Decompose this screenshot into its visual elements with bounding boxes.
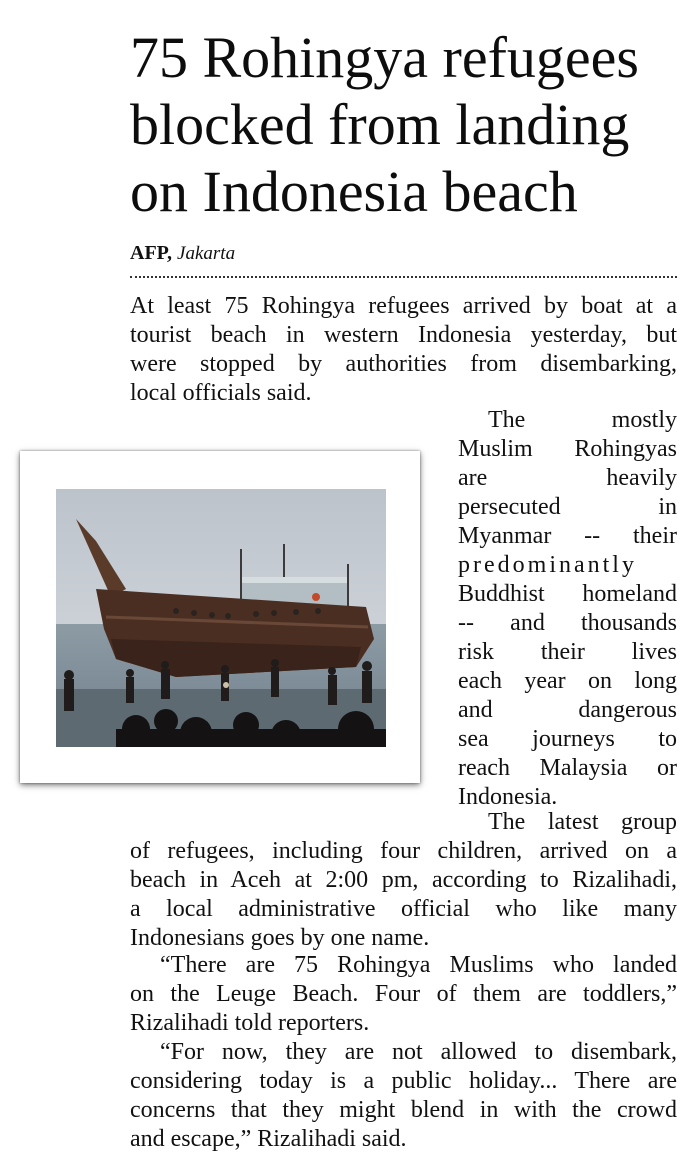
text-line: “For now, they are not allowed to disembark, [160,1039,677,1065]
text-line: Buddhist homeland [458,581,677,607]
text-line: persecuted in [458,494,677,520]
headline-line: 75 Rohingya refugees [130,25,639,90]
text-line: concerns that they might blend in with the crowd [130,1097,677,1123]
text-line: considering today is a public holiday... There are [130,1068,677,1094]
dotted-divider [130,276,677,278]
text-line: tourist beach in western Indonesia yesterday, but [130,322,677,348]
byline-agency: AFP, [130,242,173,264]
text-line: Myanmar -- their [458,523,677,549]
text-line: reach Malaysia or [458,755,677,781]
text-line: Muslim Rohingyas [458,436,677,462]
paragraph-persecution [458,406,677,812]
text-line: are heavily [458,465,677,491]
text-line: local officials said. [130,380,312,406]
text-line: on the Leuge Beach. Four of them are toddlers,” [130,981,677,1007]
text-line: beach in Aceh at 2:00 pm, according to Rizalihadi, [130,867,677,893]
text-line: At least 75 Rohingya refugees arrived by boat at a [130,293,677,319]
paragraph-quote-landed [130,951,677,1038]
headline [130,24,687,225]
text-line: were stopped by authorities from disembarking, [130,351,677,377]
text-line: risk their lives [458,639,677,665]
photo-frame [20,451,420,783]
text-line: a local administrative official who like many [130,896,677,922]
byline [130,241,235,266]
text-line: Rizalihadi told reporters. [130,1010,370,1036]
paragraph-quote-disembark [130,1038,677,1154]
text-line: The mostly [488,407,677,433]
text-line: of refugees, including four children, arrived on a [130,838,677,864]
paragraph-latest-group [130,808,677,953]
text-line: -- and thousands [458,610,677,636]
headline-line: on Indonesia beach [130,159,578,224]
paragraph-lead [130,292,677,408]
text-line: and dangerous [458,697,677,723]
text-line: Indonesia. [458,784,558,810]
text-line: and escape,” Rizalihadi said. [130,1126,407,1152]
text-line: each year on long [458,668,677,694]
text-line: Indonesians goes by one name. [130,925,430,951]
boat-photo [56,489,386,747]
byline-location: Jakarta [177,243,236,264]
text-line: The latest group [488,809,677,835]
text-line: predominantly [458,552,637,578]
text-line: sea journeys to [458,726,677,752]
text-line: “There are 75 Rohingya Muslims who landed [160,952,677,978]
headline-line: blocked from landing [130,92,630,157]
